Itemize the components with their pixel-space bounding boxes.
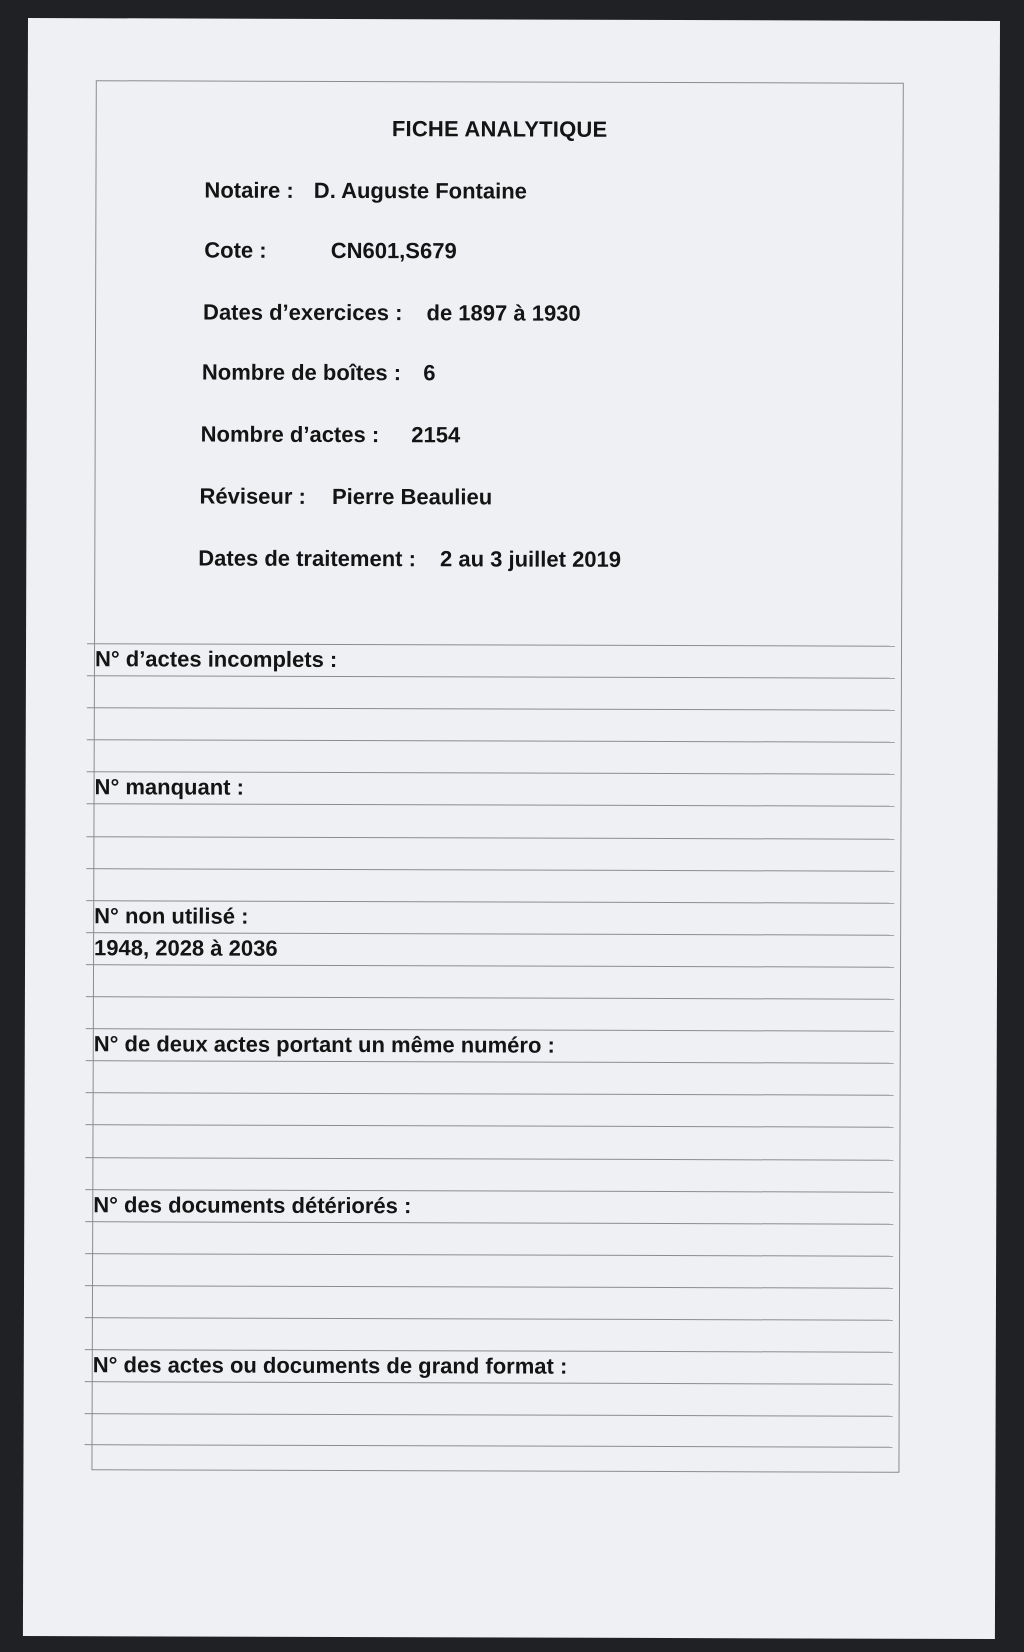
non-utilise-label: N° non utilisé :	[94, 902, 249, 929]
field-nombre-actes	[201, 422, 461, 449]
dates-exercices-value: de 1897 à 1930	[426, 300, 581, 326]
non-utilise-value: 1948, 2028 à 2036	[94, 935, 278, 961]
field-dates-traitement	[198, 546, 621, 573]
cote-value: CN601,S679	[330, 237, 457, 264]
nombre-actes-value: 2154	[411, 422, 461, 448]
nombre-boites-value: 6	[423, 360, 436, 386]
nombre-actes-label: Nombre d’actes :	[200, 421, 380, 448]
blank-line	[86, 1060, 894, 1095]
section-header-deteriores	[85, 1189, 893, 1224]
incomplets-label: N° d’actes incomplets :	[94, 646, 338, 672]
ruled-grid	[85, 643, 896, 1448]
blank-line	[86, 836, 894, 871]
section-header-grand-format	[85, 1349, 893, 1384]
field-nombre-boites	[202, 360, 436, 387]
blank-line	[85, 1253, 893, 1288]
blank-line	[85, 1285, 893, 1320]
section-header-non-utilise	[86, 900, 894, 935]
grand-format-label: N° des actes ou documents de grand format :	[92, 1352, 568, 1379]
field-cote	[204, 238, 457, 265]
section-header-meme-numero	[86, 1028, 894, 1063]
meme-numero-label: N° de deux actes portant un même numéro :	[93, 1031, 555, 1058]
section-header-manquant	[87, 772, 895, 807]
notaire-label: Notaire :	[204, 177, 294, 203]
section-header-incomplets	[87, 643, 895, 678]
blank-line	[85, 1381, 893, 1416]
dates-traitement-label: Dates de traitement :	[198, 545, 416, 572]
blank-line	[85, 1221, 893, 1256]
filled-line	[86, 932, 894, 967]
field-dates-exercices	[203, 300, 581, 327]
blank-line	[86, 1092, 894, 1127]
blank-line	[86, 964, 894, 999]
manquant-label: N° manquant :	[94, 774, 244, 801]
blank-line	[87, 739, 895, 774]
notaire-value: D. Auguste Fontaine	[313, 177, 527, 204]
field-notaire	[204, 178, 527, 205]
form-title: FICHE ANALYTIQUE	[391, 116, 608, 142]
blank-line	[85, 1157, 893, 1192]
blank-line	[87, 707, 895, 742]
blank-line	[85, 1413, 893, 1448]
blank-line	[86, 804, 894, 839]
field-reviseur	[199, 484, 492, 511]
dates-traitement-value: 2 au 3 juillet 2019	[440, 546, 622, 572]
blank-line	[85, 1317, 893, 1352]
paper-sheet	[23, 18, 1000, 1639]
reviseur-value: Pierre Beaulieu	[331, 483, 493, 510]
deteriores-label: N° des documents détériorés :	[93, 1191, 412, 1218]
blank-line	[86, 996, 894, 1031]
form-header	[95, 81, 903, 646]
reviseur-label: Réviseur :	[199, 483, 306, 509]
blank-line	[87, 675, 895, 710]
analytic-form	[91, 80, 903, 1473]
blank-line	[86, 868, 894, 903]
nombre-boites-label: Nombre de boîtes :	[201, 359, 402, 386]
cote-label: Cote :	[204, 237, 267, 263]
blank-line	[85, 1125, 893, 1160]
dates-exercices-label: Dates d’exercices :	[203, 299, 403, 326]
